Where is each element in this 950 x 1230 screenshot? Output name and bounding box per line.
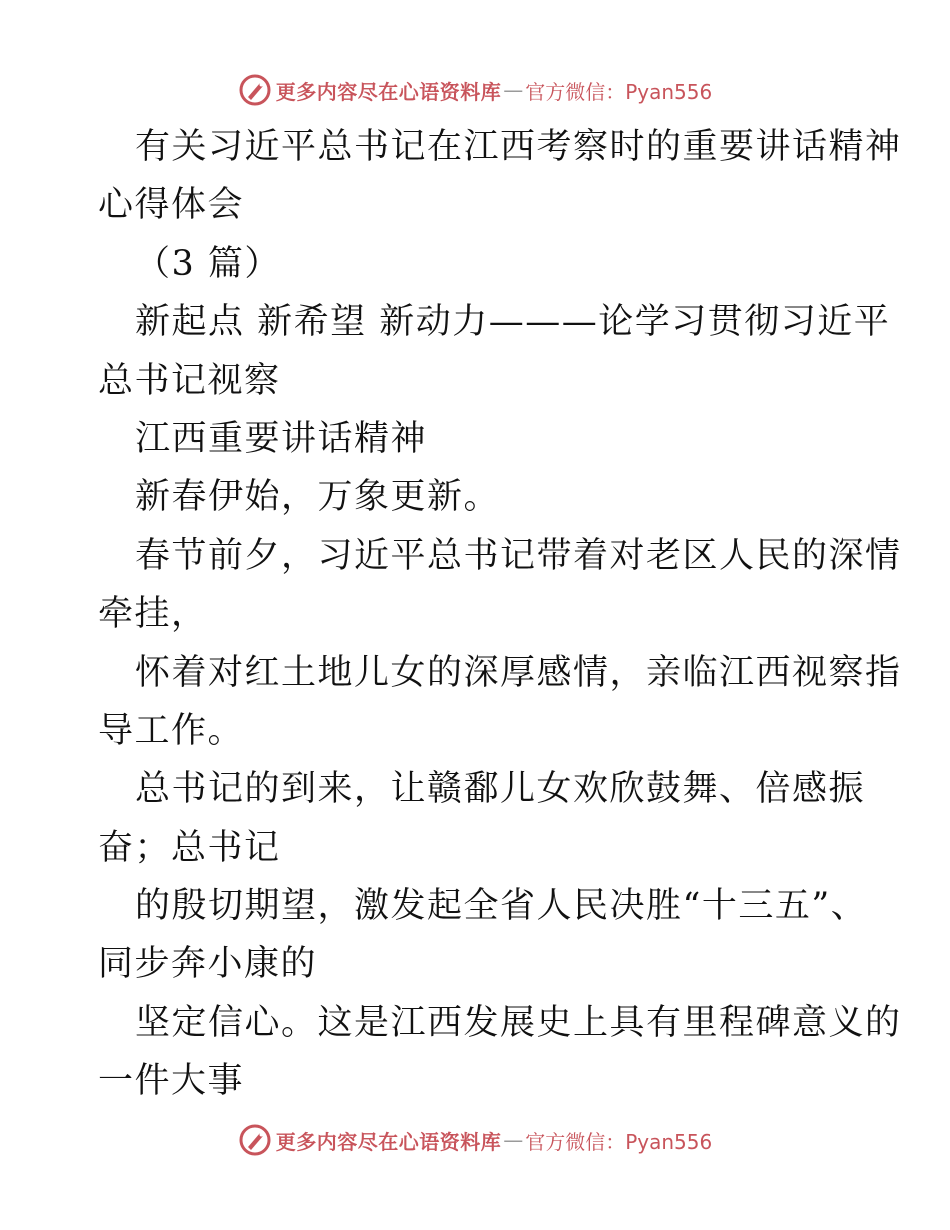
document-line: 一件大事 — [98, 1061, 245, 1102]
document-line: 有关习近平总书记在江西考察时的重要讲话精神 — [135, 127, 902, 167]
document-line: 的殷切期望，激发起全省人民决胜“十三五”、 — [135, 886, 868, 927]
document-line: 新春伊始，万象更新。 — [135, 477, 501, 518]
document-line: 总书记视察 — [98, 360, 281, 401]
document-line: 奋；总书记 — [98, 827, 281, 868]
banner-separator: — — [503, 1128, 524, 1152]
footer-watermark-banner — [0, 1120, 950, 1160]
document-line: 春节前夕，习近平总书记带着对老区人民的深情 — [135, 535, 902, 576]
document-line: 江西重要讲话精神 — [135, 418, 428, 459]
banner-separator: — — [503, 78, 524, 102]
document-line: 导工作。 — [98, 710, 245, 751]
banner-text: 更多内容尽在心语资料库 — [275, 1129, 502, 1154]
pen-nib-logo-icon — [238, 73, 272, 107]
document-line: 坚定信心。这是江西发展史上具有里程碑意义的 — [135, 1002, 902, 1043]
document-line: 心得体会 — [98, 185, 245, 226]
header-watermark-banner — [0, 70, 950, 110]
document-line: 同步奔小康的 — [98, 944, 318, 985]
document-line: 牵挂， — [98, 594, 208, 635]
banner-contact: 官方微信：Pyan556 — [525, 79, 713, 104]
document-line: （3 篇） — [135, 243, 281, 284]
document-line: 总书记的到来，让赣鄱儿女欢欣鼓舞、倍感振 — [135, 769, 866, 810]
document-line: 新起点 新希望 新动力———论学习贯彻习近平 — [135, 302, 891, 343]
pen-nib-logo-icon — [238, 1123, 272, 1157]
document-line: 怀着对红土地儿女的深厚感情，亲临江西视察指 — [135, 652, 902, 693]
document-body — [98, 118, 902, 1111]
banner-contact: 官方微信：Pyan556 — [525, 1129, 713, 1154]
banner-text: 更多内容尽在心语资料库 — [275, 79, 502, 104]
